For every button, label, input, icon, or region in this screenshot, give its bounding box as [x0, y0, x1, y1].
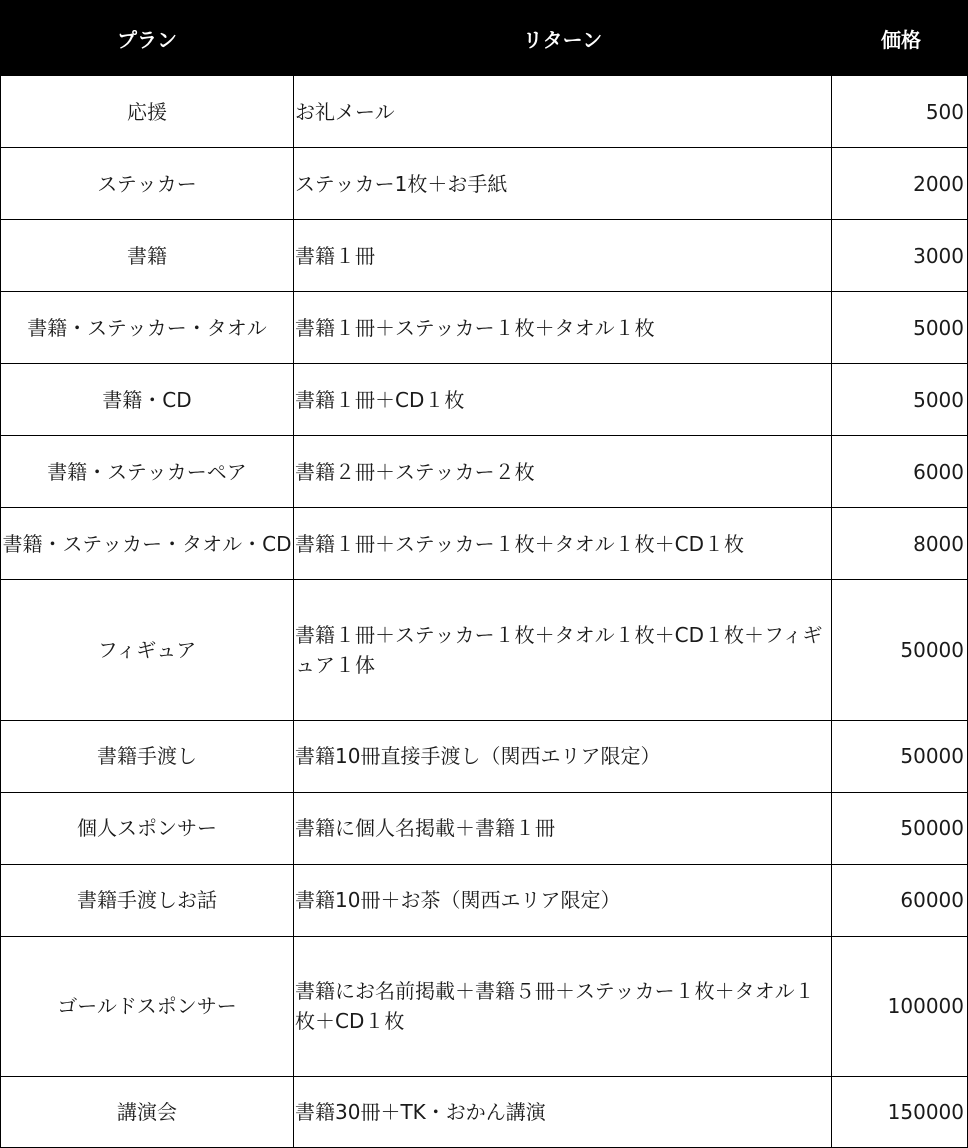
return-cell: お礼メール — [294, 76, 832, 148]
table-row — [1, 148, 968, 220]
header-price: 価格 — [832, 1, 968, 76]
table-row — [1, 508, 968, 580]
plan-cell: 個人スポンサー — [1, 792, 294, 864]
table-header — [1, 1, 968, 76]
price-cell: 6000 — [832, 436, 968, 508]
return-cell: 書籍１冊＋ステッカー１枚＋タオル１枚＋CD１枚＋フィギュア１体 — [294, 580, 832, 720]
price-cell: 50000 — [832, 580, 968, 720]
return-cell: 書籍にお名前掲載＋書籍５冊＋ステッカー１枚＋タオル１枚＋CD１枚 — [294, 936, 832, 1076]
table-body — [1, 76, 968, 1148]
table-row — [1, 220, 968, 292]
price-cell: 5000 — [832, 292, 968, 364]
header-row — [1, 1, 968, 76]
price-cell: 2000 — [832, 148, 968, 220]
plan-cell: 書籍 — [1, 220, 294, 292]
price-cell: 150000 — [832, 1076, 968, 1147]
plan-cell: 書籍・ステッカー・タオル・CD — [1, 508, 294, 580]
price-cell: 50000 — [832, 720, 968, 792]
return-cell: 書籍10冊＋お茶（関西エリア限定） — [294, 864, 832, 936]
plan-cell: 書籍手渡しお話 — [1, 864, 294, 936]
return-cell: 書籍１冊 — [294, 220, 832, 292]
table-row — [1, 1076, 968, 1147]
plan-cell: フィギュア — [1, 580, 294, 720]
plan-cell: 講演会 — [1, 1076, 294, 1147]
table-row — [1, 864, 968, 936]
table-row — [1, 936, 968, 1076]
table-row — [1, 292, 968, 364]
price-cell: 3000 — [832, 220, 968, 292]
return-cell: 書籍１冊＋CD１枚 — [294, 364, 832, 436]
return-cell: 書籍10冊直接手渡し（関西エリア限定） — [294, 720, 832, 792]
price-cell: 500 — [832, 76, 968, 148]
price-cell: 8000 — [832, 508, 968, 580]
table-row — [1, 580, 968, 720]
return-cell: 書籍２冊＋ステッカー２枚 — [294, 436, 832, 508]
table-row — [1, 792, 968, 864]
table-row — [1, 436, 968, 508]
price-cell: 50000 — [832, 792, 968, 864]
plan-cell: ステッカー — [1, 148, 294, 220]
return-cell: 書籍30冊＋TK・おかん講演 — [294, 1076, 832, 1147]
return-cell: 書籍１冊＋ステッカー１枚＋タオル１枚 — [294, 292, 832, 364]
plan-cell: 書籍・ステッカーペア — [1, 436, 294, 508]
header-return: リターン — [294, 1, 832, 76]
plan-cell: 書籍手渡し — [1, 720, 294, 792]
table-row — [1, 76, 968, 148]
return-cell: 書籍１冊＋ステッカー１枚＋タオル１枚＋CD１枚 — [294, 508, 832, 580]
price-cell: 5000 — [832, 364, 968, 436]
plan-cell: ゴールドスポンサー — [1, 936, 294, 1076]
header-plan: プラン — [1, 1, 294, 76]
plan-cell: 書籍・CD — [1, 364, 294, 436]
price-cell: 100000 — [832, 936, 968, 1076]
return-cell: ステッカー1枚＋お手紙 — [294, 148, 832, 220]
price-cell: 60000 — [832, 864, 968, 936]
return-cell: 書籍に個人名掲載＋書籍１冊 — [294, 792, 832, 864]
table-row — [1, 364, 968, 436]
table-row — [1, 720, 968, 792]
plan-cell: 応援 — [1, 76, 294, 148]
plan-cell: 書籍・ステッカー・タオル — [1, 292, 294, 364]
